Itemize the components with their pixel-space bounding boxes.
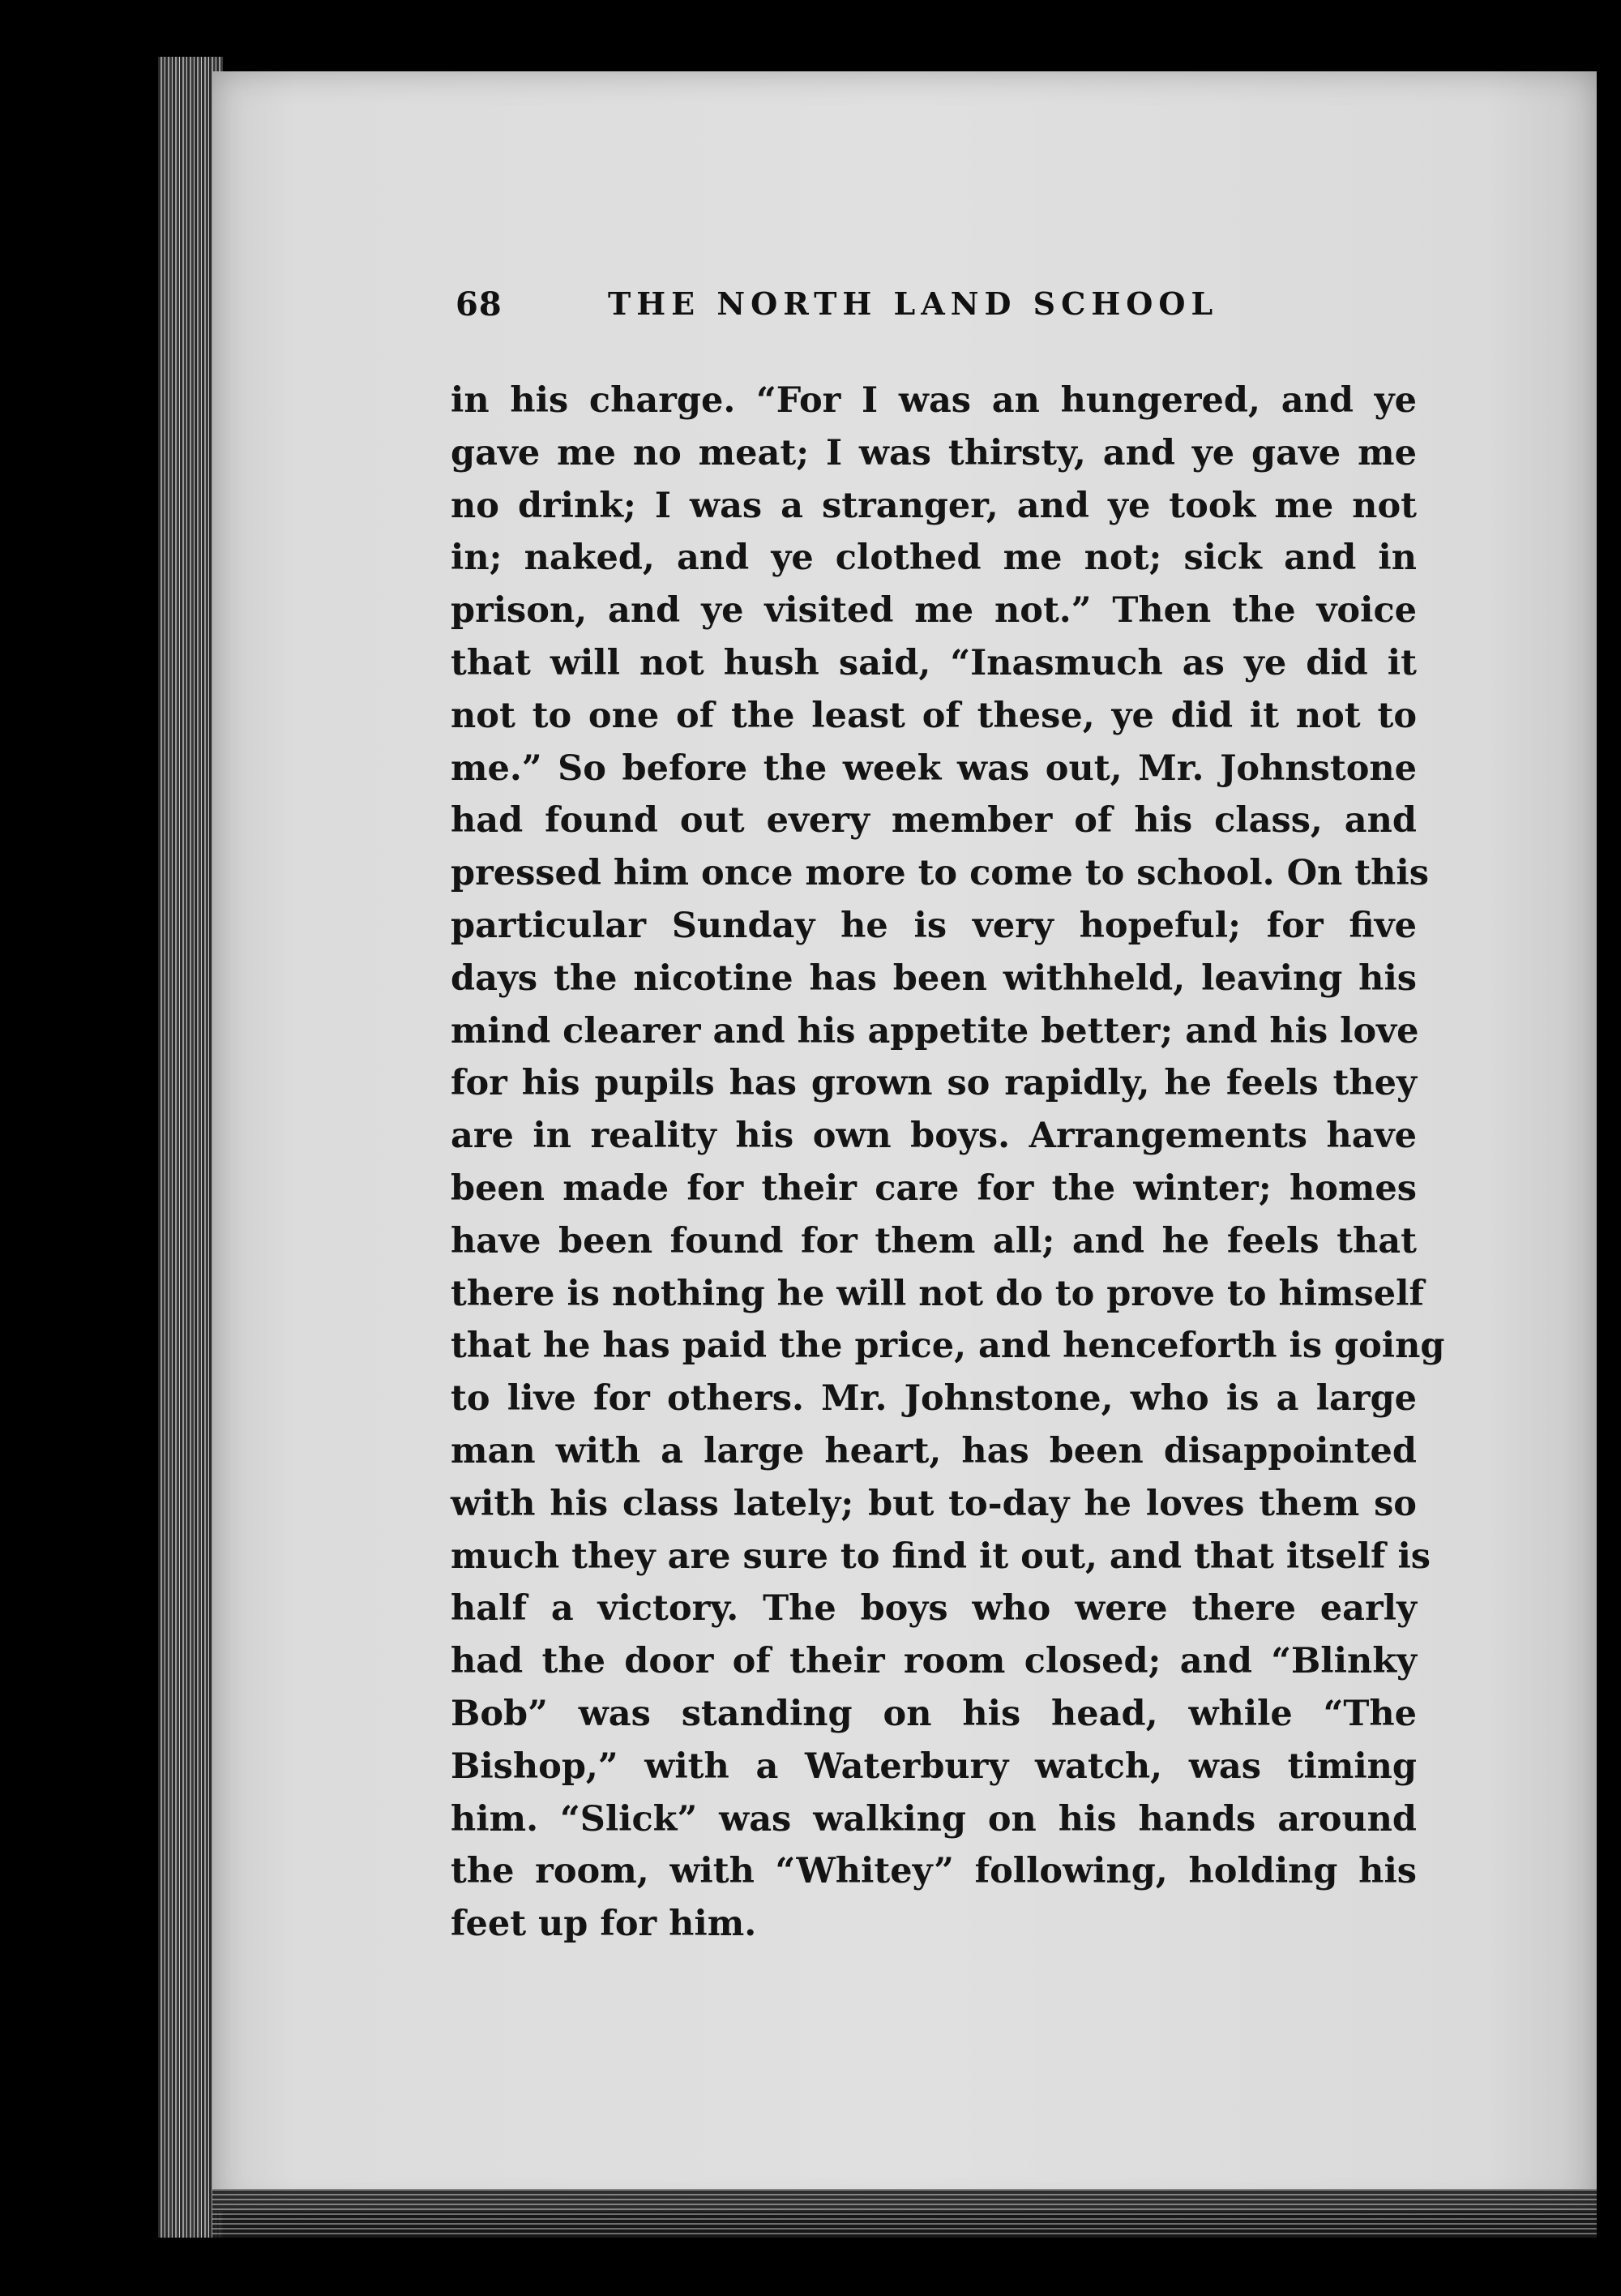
text-line: days the nicotine has been withheld, leaving his [451, 957, 1417, 999]
text-line: no drink; I was a stranger, and ye took me not [451, 485, 1417, 526]
text-line: half a victory. The boys who were there early [451, 1588, 1417, 1630]
text-line: been made for their care for the winter; homes [451, 1167, 1417, 1209]
body-text [451, 375, 1445, 1951]
text-line: in his charge. “For I was an hungered, and ye [451, 380, 1417, 421]
running-title: THE NORTH LAND SCHOOL [608, 285, 1219, 322]
text-line: had found out every member of his class, and [451, 800, 1417, 842]
text-line: for his pupils has grown so rapidly, he feels they [451, 1063, 1417, 1104]
text-line: me.” So before the week was out, Mr. Johnstone [451, 747, 1417, 789]
text-line: particular Sunday he is very hopeful; for five [451, 905, 1417, 946]
text-line: are in reality his own boys. Arrangements have [451, 1116, 1417, 1157]
text-line: to live for others. Mr. Johnstone, who is a large [451, 1378, 1417, 1420]
text-line: mind clearer and his appetite better; and his love [451, 1010, 1419, 1052]
page-header [456, 285, 1274, 334]
text-line: the room, with “Whitey” following, holding his [451, 1851, 1417, 1892]
text-line: that he has paid the price, and henceforth is going [451, 1326, 1445, 1367]
text-line: him. “Slick” was walking on his hands around [451, 1798, 1417, 1840]
text-line: gave me no meat; I was thirsty, and ye gave me [451, 432, 1417, 473]
text-line: much they are sure to find it out, and that itself is [451, 1536, 1431, 1577]
text-line: man with a large heart, has been disappointed [451, 1430, 1417, 1471]
text-line: have been found for them all; and he feels that [451, 1220, 1417, 1262]
text-line: prison, and ye visited me not.” Then the voice [451, 590, 1417, 632]
text-line: with his class lately; but to-day he loves them so [451, 1483, 1417, 1524]
text-line: there is nothing he will not do to prove to himself [451, 1273, 1424, 1314]
page-bottom-edge [212, 2189, 1597, 2238]
text-line: feet up for him. [451, 1904, 757, 1945]
text-line: in; naked, and ye clothed me not; sick and in [451, 538, 1417, 579]
text-line: not to one of the least of these, ye did it not to [451, 695, 1417, 736]
page-number: 68 [456, 285, 503, 323]
text-line: that will not hush said, “Inasmuch as ye did it [451, 642, 1417, 683]
text-line: Bob” was standing on his head, while “The [451, 1693, 1417, 1734]
text-line: had the door of their room closed; and “Blinky [451, 1641, 1417, 1682]
text-line: pressed him once more to come to school. On this [451, 853, 1429, 894]
text-line: Bishop,” with a Waterbury watch, was timing [451, 1746, 1417, 1787]
